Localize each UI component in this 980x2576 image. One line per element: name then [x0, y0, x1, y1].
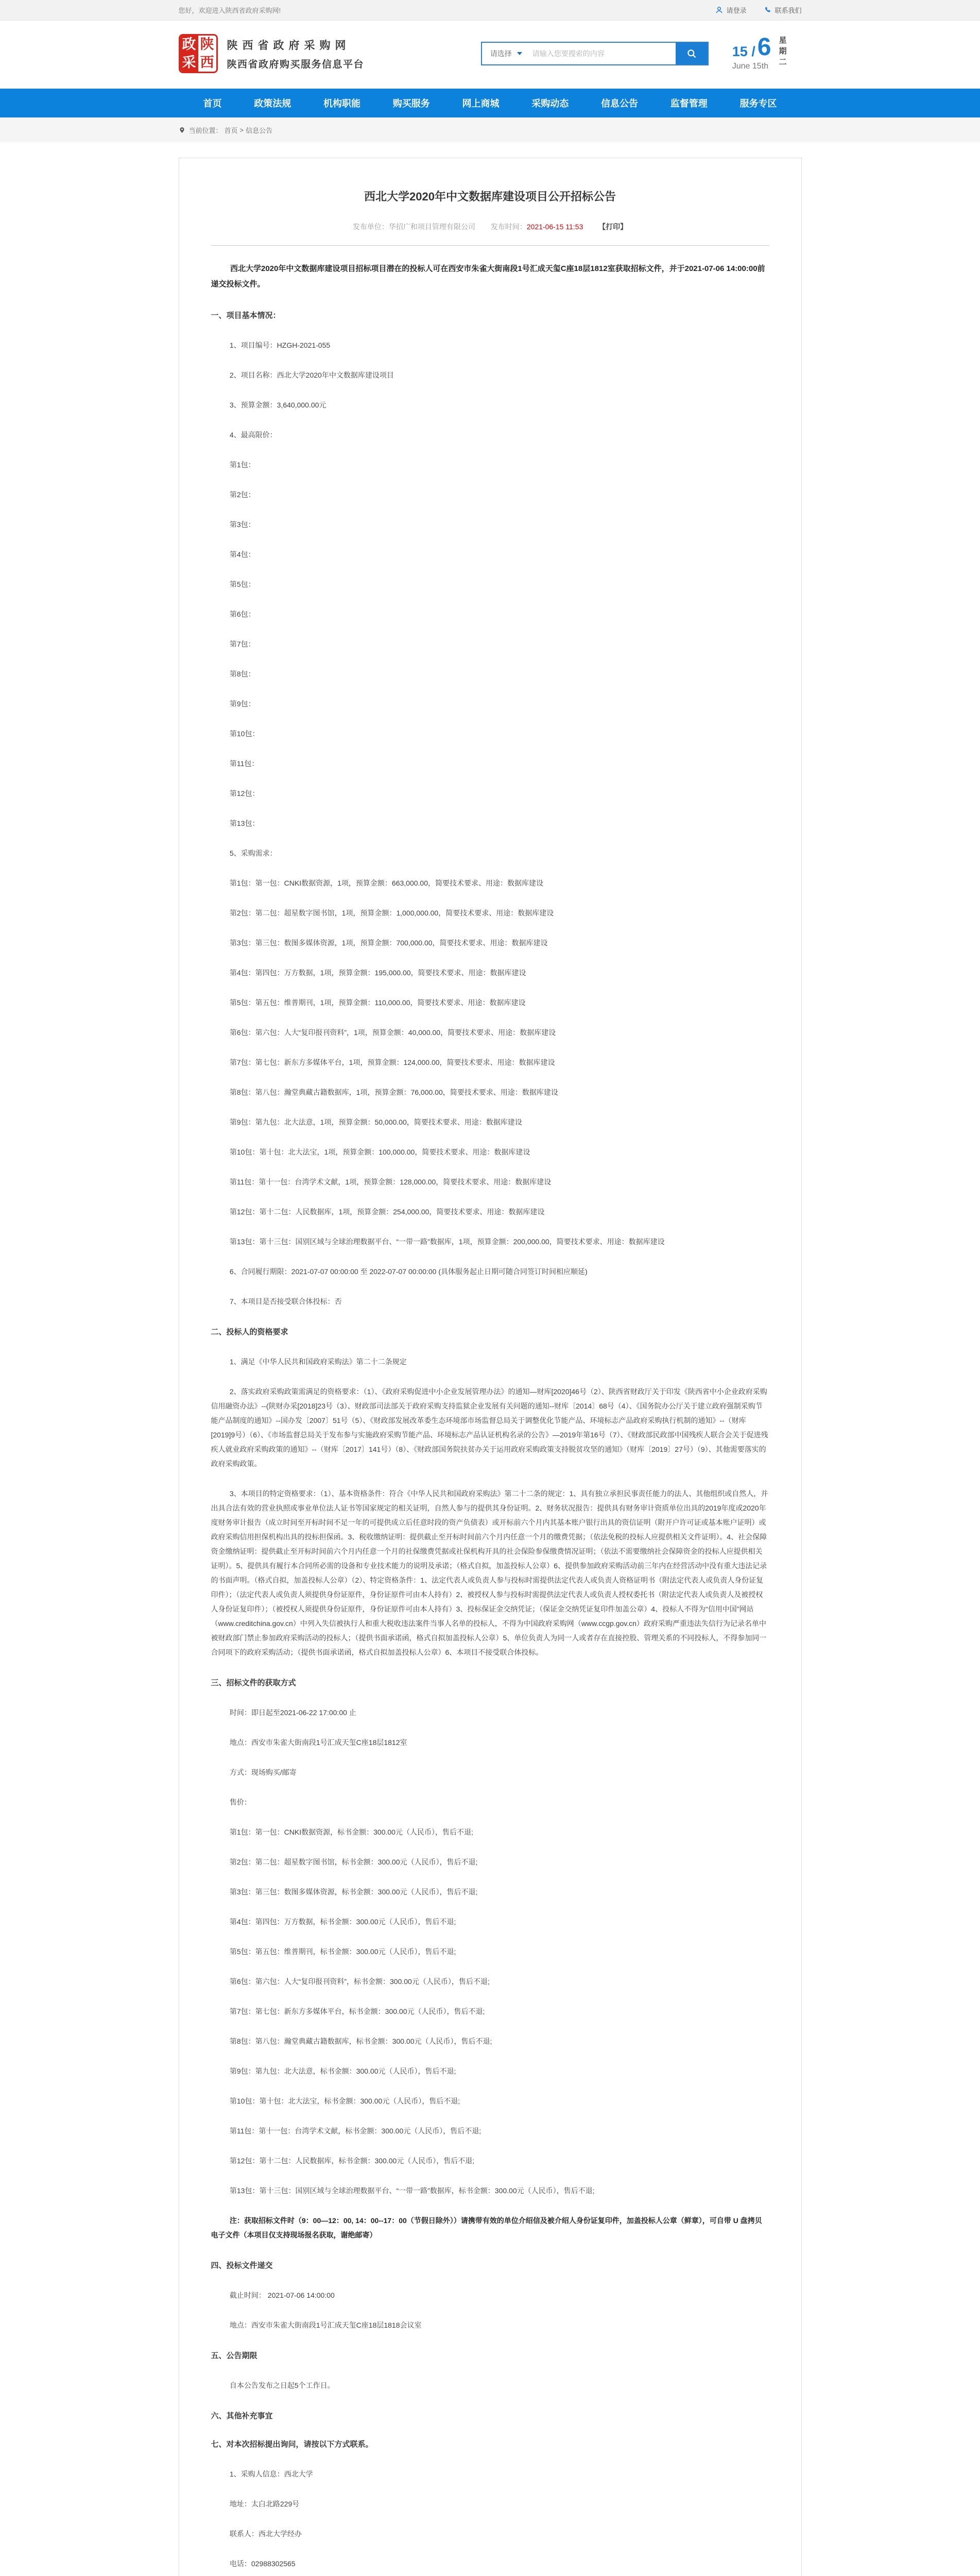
- nav-item[interactable]: 服务专区: [740, 98, 777, 109]
- publisher-label: 发布单位：: [352, 223, 389, 231]
- article-paragraph: 第1包：: [229, 461, 255, 469]
- date-day: 15 /: [732, 43, 755, 59]
- article-paragraph: 第5包：第五包：维普期刊，1项，预算金额：110,000.00，简要技术要求、用途：数据库建设: [229, 998, 526, 1007]
- article-paragraph: 地点：西安市朱雀大街南段1号汇成天玺C座18层1812室: [229, 1738, 407, 1747]
- article-paragraph: 时间：即日起至2021-06-22 17:00:00 止: [229, 1708, 356, 1717]
- login-label: 请登录: [726, 7, 747, 14]
- logo-char: 陕: [198, 36, 216, 54]
- meta-divider: [211, 245, 769, 246]
- article-paragraph: 第10包：: [229, 730, 260, 738]
- article-paragraph: 第10包：第十包：北大法宝，标书金额：300.00元（人民币），售后不退;: [229, 2097, 460, 2105]
- lead-paragraph: 西北大学2020年中文数据库建设项目招标项目潜在的投标人可在西安市朱雀大街南段1号汇成天玺C座18层1812室获取招标文件，并于2021-07-06 14:00:00前递交投标文件。: [211, 264, 765, 289]
- article-paragraph: 第8包：第八包：瀚堂典藏古籍数据库，1项，预算金额：76,000.00，简要技术要求、用途：数据库建设: [229, 1088, 558, 1096]
- user-icon: [715, 6, 723, 14]
- article-paragraph: 第3包：第三包：数图多媒体资源，1项，预算金额：700,000.00，简要技术要求、用途：数据库建设: [229, 939, 548, 947]
- logo-char: 采: [180, 54, 198, 72]
- publish-time-label: 发布时间：: [490, 223, 527, 231]
- top-utility-bar: [0, 0, 980, 21]
- breadcrumb-current[interactable]: 信息公告: [246, 126, 273, 134]
- search-button[interactable]: [676, 43, 708, 64]
- article-paragraph: 第8包：第八包：瀚堂典藏古籍数据库，标书金额：300.00元（人民币），售后不退;: [229, 2037, 492, 2045]
- article-paragraph: 4、最高限价：: [229, 431, 277, 439]
- article-paragraph: 第5包：第五包：维普期刊，标书金额：300.00元（人民币），售后不退;: [229, 1947, 456, 1956]
- search-category-label: 请选择: [490, 49, 512, 58]
- article-paragraph: 第1包：第一包：CNKI数据资源，标书金额：300.00元（人民币），售后不退;: [229, 1828, 473, 1836]
- article-paragraph: 7、本项目是否接受联合体投标：否: [229, 1297, 342, 1306]
- nav-item[interactable]: 机构职能: [323, 98, 360, 109]
- login-link[interactable]: [715, 5, 746, 15]
- article-paragraph: 第11包：第十一包：台湾学术文献，1项，预算金额：128,000.00，简要技术要求、用途：数据库建设: [229, 1178, 552, 1186]
- article-paragraph: 第2包：第二包：超星数字图书馆，标书金额：300.00元（人民币），售后不退;: [229, 1858, 478, 1866]
- announcement-card: [179, 158, 802, 2576]
- article-paragraph: 第5包：: [229, 580, 255, 588]
- article-paragraph: 第6包：第六包：人大“复印报刊资料”，标书金额：300.00元（人民币），售后不退;: [229, 1977, 490, 1986]
- article-paragraph: 5、采购需求：: [229, 849, 277, 857]
- article-paragraph: 3、预算金额：3,640,000.00元: [229, 401, 326, 409]
- article-paragraph: 第4包：: [229, 550, 255, 558]
- publisher-value: 华招广和项目管理有限公司: [388, 223, 475, 231]
- site-logo[interactable]: [179, 34, 218, 73]
- section-heading: 七、对本次招标提出询问，请按以下方式联系。: [211, 2440, 373, 2449]
- section-heading: 一、项目基本情况：: [211, 311, 281, 320]
- search-icon: [686, 48, 697, 59]
- article-paragraph: 1、项目编号：HZGH-2021-055: [229, 341, 331, 349]
- nav-item[interactable]: 采购动态: [531, 98, 569, 109]
- nav-item[interactable]: 监督管理: [670, 98, 708, 109]
- print-button[interactable]: 【打印】: [598, 223, 628, 231]
- breadcrumb-bar: [0, 117, 980, 142]
- search-category-select[interactable]: [482, 43, 529, 64]
- article-paragraph: 第13包：第十三包：国别区域与全球治理数据平台、“一带一路”数据库，1项，预算金额：200,000.00，简要技术要求、用途：数据库建设: [229, 1238, 665, 1246]
- article-paragraph: 截止时间： 2021-07-06 14:00:00: [229, 2291, 335, 2299]
- article-paragraph: 第2包：第二包：超星数字图书馆，1项，预算金额：1,000,000.00，简要技术要求、用途：数据库建设: [229, 909, 554, 917]
- article-paragraph: 2、项目名称：西北大学2020年中文数据库建设项目: [229, 371, 394, 379]
- logo-char: 西: [198, 54, 216, 72]
- breadcrumb-home[interactable]: 首页: [224, 126, 238, 134]
- contact-link[interactable]: [764, 5, 801, 15]
- article-body: [211, 310, 769, 2576]
- article-paragraph: 第9包：: [229, 700, 255, 708]
- article-paragraph: 注：获取招标文件时（9：00—12：00, 14：00--17：00（节假日除外））请携带有效的单位介绍信及被介绍人身份证复印件，加盖投标人公章（鲜章），可自带 U 盘拷贝电子文件（本项目仅支持现场报名获取，谢绝邮寄）: [211, 2216, 762, 2239]
- article-paragraph: 6、合同履行期限：2021-07-07 00:00:00 至 2022-07-07 00:00:00 (具体服务起止日期可随合同签订时间相应顺延): [229, 1267, 588, 1276]
- main-nav: [0, 89, 980, 117]
- article-paragraph: 售价：: [229, 1798, 251, 1806]
- article-paragraph: 第9包：第九包：北大法意，标书金额：300.00元（人民币），售后不退;: [229, 2067, 456, 2075]
- nav-list: [179, 89, 802, 117]
- nav-item[interactable]: 信息公告: [601, 98, 638, 109]
- article-paragraph: 2、落实政府采购政策需满足的资格要求：（1）、《政府采购促进中小企业发展管理办法》的通知—财库[2020]46号（2）、陕西省财政厅关于印发《陕西省中小企业政府采购信用融资办法》--(陕财办采[2018]23号（3）、财政部司法部关于政府采购支持监狱企业发展有关问题的通知--财库〔2014〕68号（4）、《国务院办公厅关于建立政府强制采购节能产品制度的通知》--国办发〔2007〕51号（5）、《财政部发展改革委生态环境部市场监督总局关于调整优化节能产品、环境标志产品政府采购执行机制的通知》--（财库[2019]9号）（6）、《市场监督总局关于发布参与实施政府采购节能产品、环境标志产品认证机构名录的公告》—2019年第16号（7）、《财政部民政部中国残疾人联合会关于促进残疾人就业政府采购政策的通知》--（财库〔2017〕141号）（8）、《财政部国务院扶贫办关于运用政府采购政策支持脱贫攻坚的通知》（财库〔2019〕27号）（9）、其他需要落实的政府采购政策。: [211, 1387, 768, 1468]
- article-paragraph: 第12包：第十二包：人民数据库，标书金额：300.00元（人民币），售后不退;: [229, 2157, 475, 2165]
- article-paragraph: 第6包：: [229, 610, 255, 618]
- article-paragraph: 第6包：第六包：人大“复印报刊资料”，1项，预算金额：40,000.00，简要技术要求、用途：数据库建设: [229, 1028, 556, 1037]
- article-paragraph: 第13包：第十三包：国别区域与全球治理数据平台、“一带一路”数据库，标书金额：300.00元（人民币），售后不退;: [229, 2187, 595, 2195]
- article-paragraph: 3、本项目的特定资格要求：（1）、基本资格条件：符合《中华人民共和国政府采购法》第二十二条的规定：1、具有独立承担民事责任能力的法人、其他组织或自然人，并出具合法有效的营业执照或事业单位法人证书等国家规定的相关证明，自然人参与的提供其身份证明。2、财务状况报告：提供具有财务审计资质单位出具的2019年度或2020年度财务审计报告（成立时间至开标时间不足一年的可提供成立后任意时段的资产负债表）或开标前六个月内其基本账户银行出具的资信证明（附开户许可证或基本账户证明）或政府采购信用担保机构出具的投标担保函。3、税收缴纳证明：提供截止至开标时间前六个月内任意一个月的缴费凭据；（依法免税的投标人应提供相关文件证明）。4、社会保障资金缴纳证明：提供截止至开标时间前六个月内任意一个月的社保缴费凭据或社保机构开具的社会保险参保缴费情况证明；（依法不需要缴纳社会保障资金的投标人应提供相关证明）。5、提供具有履行本合同所必需的设备和专业技术能力的说明及承诺；（格式自拟，加盖投标人公章）6、提供参加政府采购活动前三年内在经营活动中没有重大违法记录的书面声明。（格式自拟，加盖投标人公章）（2）、特定资格条件：1、法定代表人或负责人参与投标时需提供法定代表人或负责人资格证明书（附法定代表人或负责人身份证复印件）；（法定代表人或负责人须提供身份证原件，身份证原件可由本人持有）2、被授权人参与投标时需提供法定代表人或负责人授权委托书（附法定代表人或负责人及被授权人身份证复印件）；（被授权人须提供身份证原件，身份证原件可由本人持有）3、投标保证金交纳凭证；（保证金交纳凭证复印件加盖公章）4、投标人不得为“信用中国”网站（www.creditchina.gov.cn）中列入失信被执行人和重大税收违法案件当事人名单的投标人，不得为中国政府采购网（www.ccgp.gov.cn）政府采购严重违法失信行为记录名单中被财政部门禁止参加政府采购活动的投标人；（提供书面承诺函，格式自拟加盖投标人公章）5、单位负责人为同一人或者存在直接控股、管理关系的不同投标人，不得参加同一合同项下的政府采购活动；（提供书面承诺函，格式自拟加盖投标人公章）6、本项目不接受联合体投标。: [211, 1489, 768, 1656]
- nav-item[interactable]: 政策法规: [254, 98, 291, 109]
- article-paragraph: 第3包：第三包：数图多媒体资源，标书金额：300.00元（人民币），售后不退;: [229, 1888, 478, 1896]
- article-paragraph: 1、采购人信息：西北大学: [229, 2470, 313, 2478]
- date-english: June 15th: [732, 61, 769, 71]
- article-paragraph: 第11包：第十一包：台湾学术文献，标书金额：300.00元（人民币），售后不退;: [229, 2127, 482, 2135]
- chevron-down-icon: [517, 52, 522, 55]
- site-subtitle: 陕西省政府购买服务信息平台: [227, 59, 365, 70]
- article-paragraph: 方式：现场购买/邮寄: [229, 1768, 297, 1776]
- date-display: [732, 33, 802, 71]
- section-heading: 三、招标文件的获取方式: [211, 1679, 296, 1687]
- site-name: 陕西省政府采购网: [227, 39, 351, 52]
- article-paragraph: 自本公告发布之日起5个工作日。: [229, 2381, 335, 2389]
- article-paragraph: 第3包：: [229, 520, 255, 529]
- breadcrumb-separator: >: [239, 126, 244, 134]
- article-paragraph: 电话：02988302565: [229, 2560, 296, 2568]
- publish-time-value: 2021-06-15 11:53: [526, 223, 583, 231]
- article-paragraph: 第4包：第四包：万方数据，1项，预算金额：195,000.00，简要技术要求、用途：数据库建设: [229, 969, 526, 977]
- nav-item[interactable]: 网上商城: [462, 98, 500, 109]
- article-paragraph: 第7包：: [229, 640, 255, 648]
- logo-char: 政: [180, 36, 198, 54]
- article-paragraph: 地址：太白北路229号: [229, 2500, 300, 2508]
- date-weekday: 星期二: [778, 36, 787, 69]
- welcome-text: 您好，欢迎进入陕西省政府采购网!: [178, 7, 281, 14]
- article-meta: [211, 222, 769, 232]
- article-paragraph: 第11包：: [229, 759, 259, 768]
- article-paragraph: 第4包：第四包：万方数据，标书金额：300.00元（人民币），售后不退;: [229, 1918, 456, 1926]
- article-paragraph: 联系人：西北大学经办: [229, 2530, 302, 2538]
- contact-label: 联系我们: [775, 7, 802, 14]
- nav-item[interactable]: 购买服务: [392, 98, 430, 109]
- article-paragraph: 第10包：第十包：北大法宝，1项，预算金额：100,000.00，简要技术要求、用途：数据库建设: [229, 1148, 530, 1156]
- section-heading: 四、投标文件递交: [211, 2261, 273, 2270]
- date-month: 6: [757, 33, 771, 61]
- article-paragraph: 第7包：第七包：新东方多媒体平台，1项，预算金额：124,000.00，简要技术要求、用途：数据库建设: [229, 1058, 555, 1066]
- section-heading: 六、其他补充事宜: [211, 2412, 273, 2420]
- article-paragraph: 第12包：第十二包：人民数据库，1项，预算金额：254,000.00，简要技术要求、用途：数据库建设: [229, 1208, 545, 1216]
- section-heading: 二、投标人的资格要求: [211, 1328, 288, 1336]
- article-paragraph: 第12包：: [229, 789, 260, 798]
- search-box: [481, 42, 709, 65]
- article-paragraph: 第8包：: [229, 670, 255, 678]
- article-paragraph: 第2包：: [229, 490, 255, 499]
- location-pin-icon: [179, 126, 185, 134]
- article-paragraph: 第13包：: [229, 819, 260, 827]
- article-paragraph: 地点：西安市朱雀大街南段1号汇成天玺C座18层1818会议室: [229, 2321, 422, 2329]
- site-header: [0, 21, 980, 89]
- nav-item[interactable]: 首页: [203, 98, 222, 109]
- page-title: 西北大学2020年中文数据库建设项目公开招标公告: [364, 190, 616, 203]
- breadcrumb-prefix: 当前位置：: [188, 126, 222, 134]
- section-heading: 五、公告期限: [211, 2351, 257, 2360]
- article-paragraph: 第7包：第七包：新东方多媒体平台，标书金额：300.00元（人民币），售后不退;: [229, 2007, 485, 2015]
- article-paragraph: 1、满足《中华人民共和国政府采购法》第二十二条规定: [229, 1358, 407, 1366]
- search-input[interactable]: [529, 43, 676, 64]
- article-paragraph: 第1包：第一包：CNKI数据资源，1项，预算金额：663,000.00，简要技术要求、用途：数据库建设: [229, 879, 543, 887]
- phone-icon: [764, 6, 771, 14]
- article-paragraph: 第9包：第九包：北大法意，1项，预算金额：50,000.00，简要技术要求、用途：数据库建设: [229, 1118, 522, 1126]
